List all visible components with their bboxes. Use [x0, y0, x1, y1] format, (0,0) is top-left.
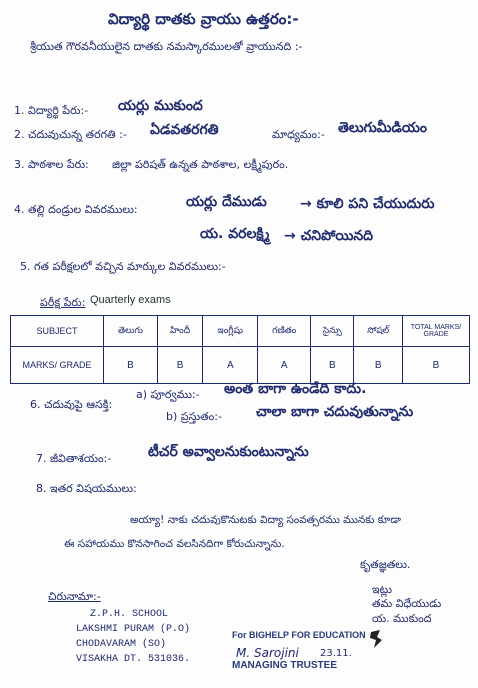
table-row-label: MARKS/ GRADE	[11, 347, 104, 384]
letter-title: విద్యార్థి దాతకు వ్రాయు ఉత్తరం:-	[108, 10, 299, 28]
signoff-line-2: తమ విధేయుడు	[372, 597, 442, 610]
interest-past-value: అంత బాగా ఉండేది కాదు.	[224, 381, 367, 397]
school-value: జిల్లా పరిషత్ ఉన్నత పాఠశాల, లక్ష్మీపురం.	[112, 158, 289, 171]
medium-label: మాధ్యమం:-	[272, 128, 325, 141]
table-header: తెలుగు	[104, 316, 158, 347]
stamp-organization: For BIGHELP FOR EDUCATION	[232, 630, 366, 640]
interest-label: 6. చదువుపై ఆసక్తి:	[30, 398, 113, 411]
table-header: ఇంగ్లీషు	[203, 316, 258, 347]
signature-date: 23.11.	[320, 648, 352, 659]
grade-cell: A	[203, 347, 258, 384]
class-label: 2. చదువుచున్న తరగతి :-	[14, 128, 127, 141]
grade-cell: B	[354, 347, 403, 384]
marks-table-header-row	[11, 316, 470, 347]
interest-present-value: చాలా బాగా చదువుతున్నాను	[256, 404, 414, 420]
exam-intro: 5. గత పరీక్షలలో వచ్చిన మార్కుల వివరములు:-	[20, 260, 226, 273]
letter-line-2: ఈ సహాయము కొనసాగించ వలసినదిగా కోరుచున్నాను.	[64, 538, 285, 550]
name-value: యర్లు ముకుంద	[118, 98, 203, 114]
address-line-2: LAKSHMI PURAM (P.O)	[76, 624, 191, 635]
exam-label: పరీక్ష పేరు:	[40, 296, 86, 309]
signoff-line-3: య. ముకుంద	[372, 612, 432, 625]
father-occupation: → కూలి పని చేయుదురు	[300, 196, 435, 212]
school-label: 3. పాఠశాల పేరు:	[14, 158, 89, 171]
grade-cell: A	[258, 347, 311, 384]
address-label: చిరునామా:-	[48, 590, 101, 603]
table-header: SUBJECT	[11, 316, 104, 347]
mother-status: → చనిపోయినది	[284, 228, 374, 244]
ambition-value: టీచర్ అవ్వాలనుకుంటున్నాను	[148, 444, 309, 460]
name-label: 1. విద్యార్థి పేరు:-	[14, 104, 89, 117]
exam-value: Quarterly exams	[90, 294, 171, 306]
grade-cell: B	[403, 347, 470, 384]
table-header: TOTAL MARKS/ GRADE	[403, 316, 470, 347]
interest-present-label: b) ప్రస్తుతం:-	[166, 410, 222, 423]
letter-line-3: కృతజ్ఞతలు.	[360, 558, 411, 571]
grade-cell: B	[157, 347, 202, 384]
table-row	[11, 347, 470, 384]
father-name: యర్లు దేముడు	[186, 194, 267, 210]
medium-value: తెలుగుమీడియం	[338, 120, 427, 136]
table-header: సైన్సు	[311, 316, 354, 347]
other-label: 8. ఇతర విషయములు:	[36, 482, 137, 495]
parents-label: 4. తల్లి దండ్రుల వివరములు:	[14, 203, 138, 216]
address-line-3: CHODAVARAM (SO)	[76, 639, 167, 650]
class-value: ఏడవతరగతి	[150, 122, 219, 138]
grade-cell: B	[311, 347, 354, 384]
letter-line-1: అయ్యా! నాకు చదువుకొనుటకు విద్యా సంవత్సరము మునకు కూడా	[130, 514, 401, 526]
mother-name: య. వరలక్ష్మి	[200, 226, 270, 242]
marks-table	[10, 315, 470, 384]
address-line-1: Z.P.H. SCHOOL	[90, 609, 169, 620]
table-header: హిందీ	[157, 316, 202, 347]
salutation: శ్రీయుత గౌరవనీయులైన దాతకు నమస్కారములతో వ్రాయునది :-	[30, 40, 303, 53]
signoff-line-1: ఇట్లు	[372, 583, 392, 596]
ambition-label: 7. జీవితాశయం:-	[36, 452, 112, 465]
table-header: సోషల్	[354, 316, 403, 347]
address-line-4: VISAKHA DT. 531036.	[76, 654, 191, 665]
stamp-role: MANAGING TRUSTEE	[232, 660, 337, 671]
trustee-signature: M. Sarojini	[236, 646, 299, 660]
interest-past-label: a) పూర్వము:-	[136, 388, 200, 401]
table-header: గణితం	[258, 316, 311, 347]
grade-cell: B	[104, 347, 158, 384]
signature-mark-icon	[368, 628, 384, 650]
